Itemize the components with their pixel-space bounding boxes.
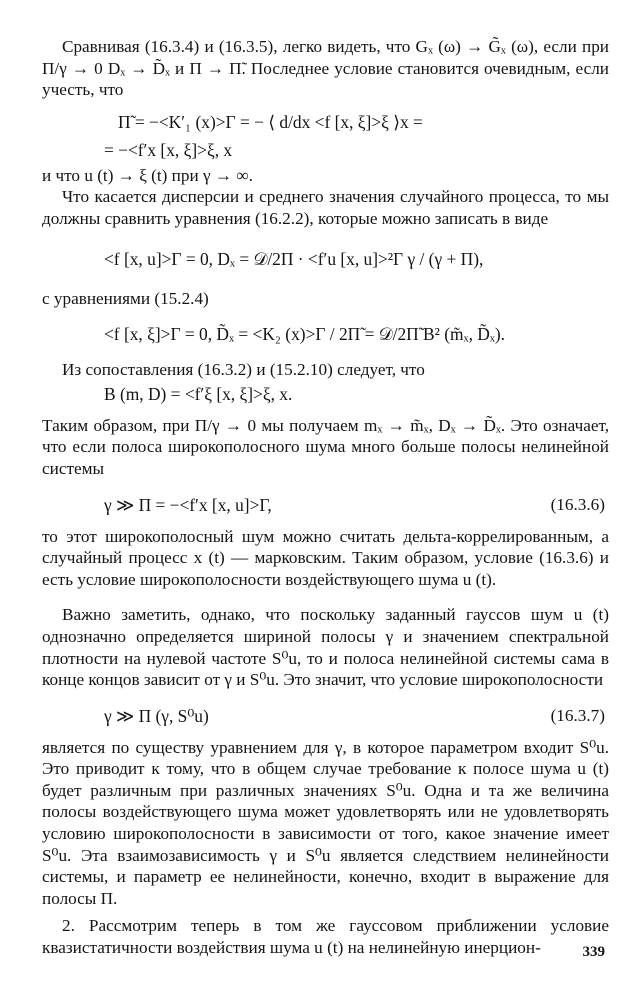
- equation-16-3-7: [42, 705, 609, 727]
- paragraph-quasistatic: 2. Рассмотрим теперь в том же гауссовом приближении условие квазистатичности воздействия шума u (t) на нелинейную инерцион-: [42, 916, 609, 958]
- equation-16-3-7-body: γ ≫ Π (γ, S⁰u): [104, 705, 209, 726]
- equation-number-16-3-6: (16.3.6): [550, 494, 605, 514]
- equation-16-3-6: [42, 494, 609, 516]
- paragraph-comparison: Сравнивая (16.3.4) и (16.3.5), легко видеть, что Gₓ (ω) → G̃ₓ (ω), если при Π/γ → 0 Dₓ → D̃ₓ и Π → Π̃. Последнее условие становится очевидным, если учесть, что: [42, 37, 609, 100]
- equation-pi-tilde-line2: = −<f′x [x, ξ]>ξ, x: [104, 139, 233, 160]
- paragraph-comparison-2: Из сопоставления (16.3.2) и (15.2.10) следует, что: [62, 360, 425, 380]
- paragraph-dispersion: Что касается дисперсии и среднего значения случайного процесса, то мы должны сравнить уравнения (16.2.2), которые можно записать в виде: [42, 187, 609, 228]
- paragraph-conclusion: Таким образом, при Π/γ → 0 мы получаем mₓ → m̃ₓ, Dₓ → D̃ₓ. Это означает, что если полоса широкополосного шума много больше полосы нелинейной системы: [42, 415, 609, 478]
- equation-16-2-2: <f [x, u]>Γ = 0, Dₓ = 𝒟/2Π · <f′u [x, u]>²Γ γ / (γ + Π),: [104, 248, 484, 269]
- equation-pi-tilde-line1: Π̃ = −<K′₁ (x)>Γ = − ⟨ d/dx <f [x, ξ]>ξ ⟩x =: [118, 111, 423, 132]
- paragraph-with-equations: с уравнениями (15.2.4): [42, 288, 209, 308]
- paragraph-gaussian-noise: Важно заметить, однако, что поскольку заданный гауссов шум u (t) однозначно определяется шириной полосы γ и значением спектральной плотности на нулевой частоте S⁰u, то и полоса нелинейной системы сама в конце концов зависит от γ и S⁰u. Это значит, что условие широкополосности: [42, 605, 609, 690]
- equation-number-16-3-7: (16.3.7): [550, 705, 605, 725]
- page-number: 339: [582, 944, 605, 960]
- equation-15-2-4: <f [x, ξ]>Γ = 0, D̃ₓ = <K₂ (x)>Γ / 2Π̃ = 𝒟/2Π̃ B² (m̃ₓ, D̃ₓ).: [104, 324, 506, 345]
- paragraph-markov: то этот широкополосный шум можно считать дельта-коррелированным, а случайный процесс x (t) — марковским. Таким образом, условие (16.3.6) и есть условие широкополосности воздействующего шума u (t).: [42, 526, 609, 589]
- equation-16-3-6-body: γ ≫ Π = −<f′x [x, u]>Γ,: [104, 494, 272, 515]
- paragraph-equation-for-gamma: является по существу уравнением для γ, в которое параметром входит S⁰u. Это приводит к тому, что в общем случае требование к полосе шума u (t) будет различным при различных значениях S⁰u. Одна и та же величина полосы воздействующего шума может удовлетворять или не удовлетворять условию широкополосности в зависимости от того, какое значение имеет S⁰u. Эта взаимозависимость γ и S⁰u является следствием нелинейности системы, и параметр ее нелинейности, конечно, входит в выражение для полосы Π.: [42, 737, 609, 908]
- paragraph-limit: и что u (t) → ξ (t) при γ → ∞.: [42, 165, 253, 185]
- equation-b-m-d: B (m, D) = <f′ξ [x, ξ]>ξ, x.: [104, 383, 293, 404]
